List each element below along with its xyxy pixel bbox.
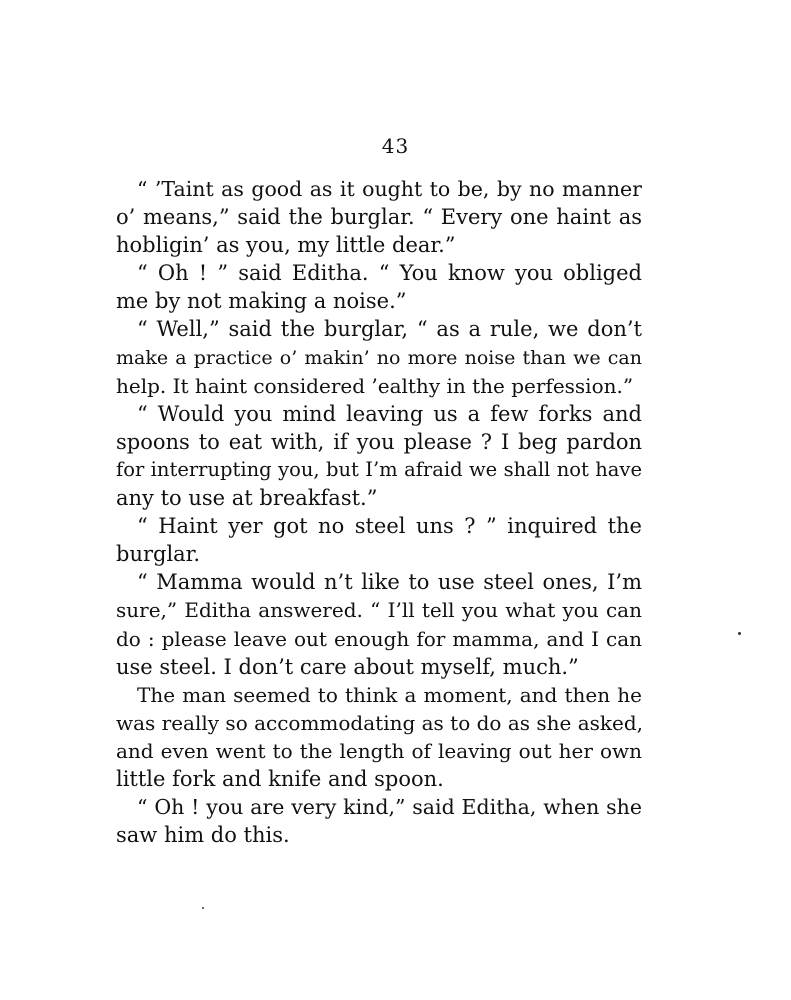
text-line: saw him do this. — [116, 823, 290, 848]
text-line: and even went to the length of leaving out her own — [116, 738, 642, 763]
text-line: The man seemed to think a moment, and then he — [137, 682, 642, 707]
text-line: “ Well,” said the burglar, “ as a rule, we don’t — [137, 317, 642, 342]
text-line: make a practice o’ makin’ no more noise than we can — [116, 346, 642, 369]
text-line: “ Oh ! ” said Editha. “ You know you obliged — [137, 261, 642, 286]
text-line: was really so accommodating as to do as she asked, — [116, 710, 644, 735]
text-line: hobligin’ as you, my little dear.” — [116, 233, 456, 258]
text-line: me by not making a noise.” — [116, 289, 407, 314]
text-line: help. It haint considered ’ealthy in the perfession.” — [116, 373, 634, 398]
text-line: “ Haint yer got no steel uns ? ” inquired the — [137, 514, 642, 539]
page-number: 43 — [381, 134, 410, 158]
text-line: “ Mamma would n’t like to use steel ones, I’m — [137, 570, 642, 595]
text-line: o’ means,” said the burglar. “ Every one haint as — [116, 205, 642, 230]
text-line: spoons to eat with, if you please ? I beg pardon — [116, 429, 642, 454]
text-line: burglar. — [116, 542, 201, 567]
print-speck — [202, 907, 204, 909]
text-line: sure,” Editha answered. “ I’ll tell you what you can — [116, 598, 642, 623]
text-line: use steel. I don’t care about myself, much.” — [116, 654, 579, 679]
text-line: any to use at breakfast.” — [116, 486, 378, 511]
print-speck — [738, 632, 741, 635]
text-line: little fork and knife and spoon. — [116, 766, 444, 791]
text-line: “ Would you mind leaving us a few forks and — [137, 401, 642, 426]
text-line: “ ’Taint as good as it ought to be, by no manner — [137, 177, 642, 201]
text-line: do : please leave out enough for mamma, and I can — [116, 626, 642, 651]
text-line: for interrupting you, but I’m afraid we shall not have — [116, 457, 642, 481]
text-line: “ Oh ! you are very kind,” said Editha, when she — [137, 795, 642, 820]
body-text — [116, 175, 642, 849]
